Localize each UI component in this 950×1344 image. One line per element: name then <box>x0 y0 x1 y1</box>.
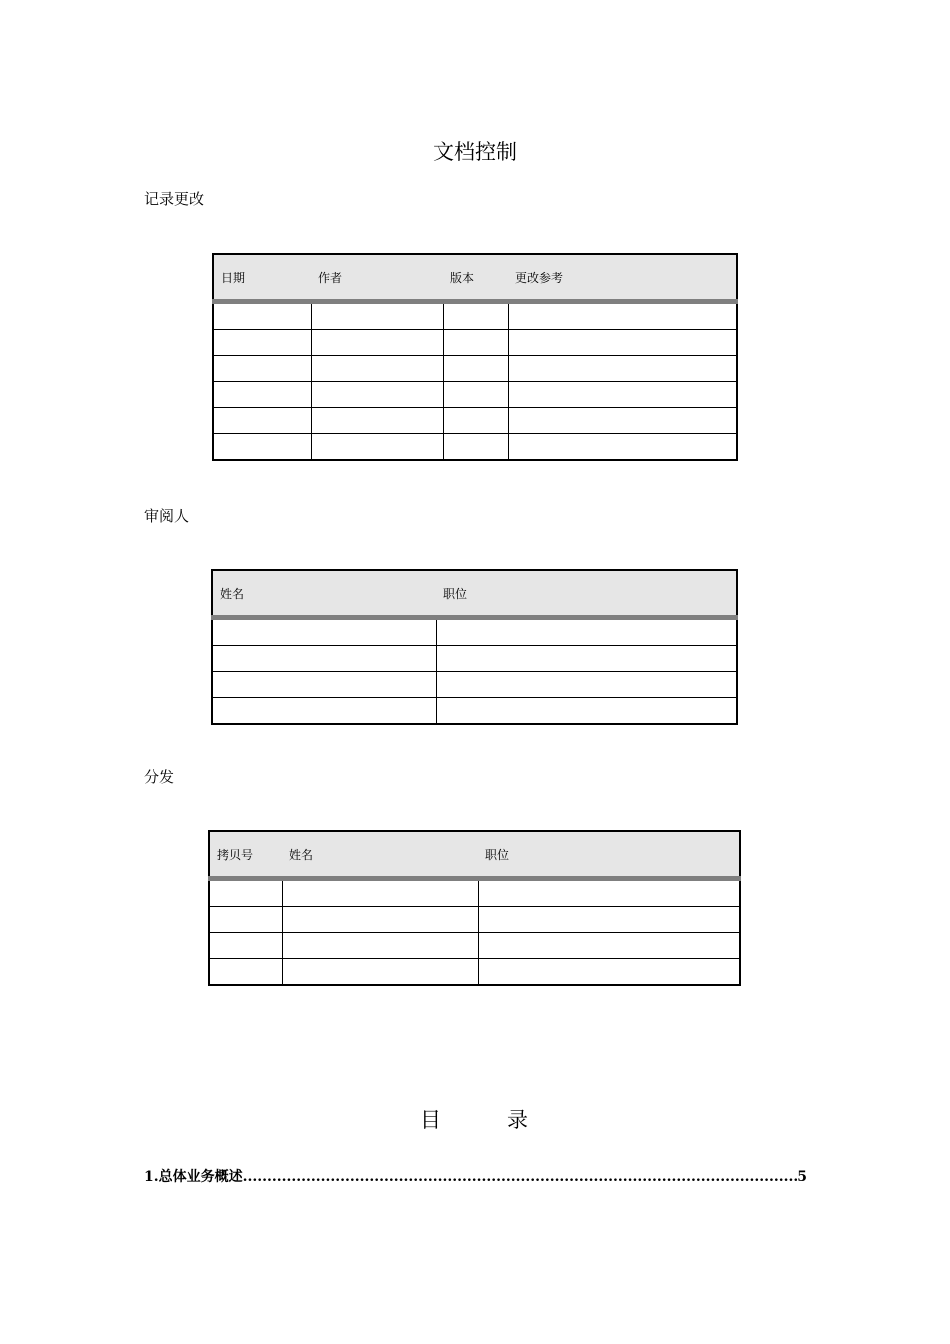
table-cell[interactable] <box>443 356 508 382</box>
table-row <box>213 408 737 434</box>
table-cell[interactable] <box>282 933 478 959</box>
table-cell[interactable] <box>209 907 282 933</box>
toc-entry[interactable] <box>144 1166 807 1188</box>
table-cell[interactable] <box>311 408 443 434</box>
table-row <box>209 879 740 907</box>
table-cell[interactable] <box>508 330 737 356</box>
column-header-date: 日期 <box>213 254 311 302</box>
table-row <box>212 646 737 672</box>
table-cell[interactable] <box>212 672 436 698</box>
reviewers-table <box>211 569 738 725</box>
column-header-copy-number: 拷贝号 <box>209 831 282 879</box>
table-row <box>213 356 737 382</box>
column-header-name: 姓名 <box>282 831 478 879</box>
change-log-heading: 记录更改 <box>144 190 205 208</box>
table-row <box>213 434 737 461</box>
distribution-heading: 分发 <box>144 768 175 786</box>
table-cell[interactable] <box>209 879 282 907</box>
table-cell[interactable] <box>311 382 443 408</box>
column-header-version: 版本 <box>443 254 508 302</box>
table-cell[interactable] <box>311 330 443 356</box>
table-cell[interactable] <box>436 672 737 698</box>
table-cell[interactable] <box>443 434 508 461</box>
table-cell[interactable] <box>443 302 508 330</box>
change-log-table <box>212 253 738 461</box>
table-cell[interactable] <box>508 408 737 434</box>
table-row <box>213 302 737 330</box>
table-cell[interactable] <box>209 959 282 986</box>
table-cell[interactable] <box>478 959 740 986</box>
document-title: 文档控制 <box>433 140 517 164</box>
table-cell[interactable] <box>213 302 311 330</box>
table-row <box>212 698 737 725</box>
column-header-name: 姓名 <box>212 570 436 618</box>
table-cell[interactable] <box>478 907 740 933</box>
reviewers-header-row <box>212 570 737 618</box>
table-row <box>213 330 737 356</box>
table-cell[interactable] <box>213 356 311 382</box>
column-header-position: 职位 <box>436 570 737 618</box>
toc-title-char: 目 <box>420 1108 441 1132</box>
table-cell[interactable] <box>311 356 443 382</box>
reviewers-heading: 审阅人 <box>144 507 190 525</box>
column-header-position: 职位 <box>478 831 740 879</box>
table-cell[interactable] <box>443 330 508 356</box>
table-row <box>212 672 737 698</box>
toc-title <box>420 1104 528 1134</box>
reviewers-body <box>212 618 737 725</box>
table-cell[interactable] <box>213 330 311 356</box>
column-header-change-ref: 更改参考 <box>508 254 737 302</box>
table-cell[interactable] <box>436 698 737 725</box>
table-row <box>209 959 740 986</box>
toc-entry-page: 5 <box>797 1169 807 1185</box>
table-cell[interactable] <box>282 959 478 986</box>
table-cell[interactable] <box>213 434 311 461</box>
table-cell[interactable] <box>212 646 436 672</box>
table-cell[interactable] <box>508 356 737 382</box>
table-cell[interactable] <box>213 382 311 408</box>
table-cell[interactable] <box>282 907 478 933</box>
table-cell[interactable] <box>311 434 443 461</box>
table-cell[interactable] <box>508 302 737 330</box>
table-row <box>212 618 737 646</box>
table-cell[interactable] <box>213 408 311 434</box>
table-cell[interactable] <box>478 879 740 907</box>
table-cell[interactable] <box>436 618 737 646</box>
table-cell[interactable] <box>311 302 443 330</box>
table-cell[interactable] <box>436 646 737 672</box>
table-row <box>209 933 740 959</box>
toc-leader-dots <box>243 1169 798 1185</box>
table-cell[interactable] <box>443 408 508 434</box>
table-cell[interactable] <box>478 933 740 959</box>
table-cell[interactable] <box>282 879 478 907</box>
table-cell[interactable] <box>212 698 436 725</box>
distribution-table <box>208 830 741 986</box>
distribution-body <box>209 879 740 986</box>
change-log-header-row <box>213 254 737 302</box>
column-header-author: 作者 <box>311 254 443 302</box>
change-log-body <box>213 302 737 461</box>
table-cell[interactable] <box>508 382 737 408</box>
toc-title-char: 录 <box>507 1108 528 1132</box>
table-cell[interactable] <box>209 933 282 959</box>
table-row <box>213 382 737 408</box>
table-cell[interactable] <box>212 618 436 646</box>
table-cell[interactable] <box>508 434 737 461</box>
table-row <box>209 907 740 933</box>
toc-entry-label: 1.总体业务概述 <box>144 1169 243 1185</box>
distribution-header-row <box>209 831 740 879</box>
table-cell[interactable] <box>443 382 508 408</box>
